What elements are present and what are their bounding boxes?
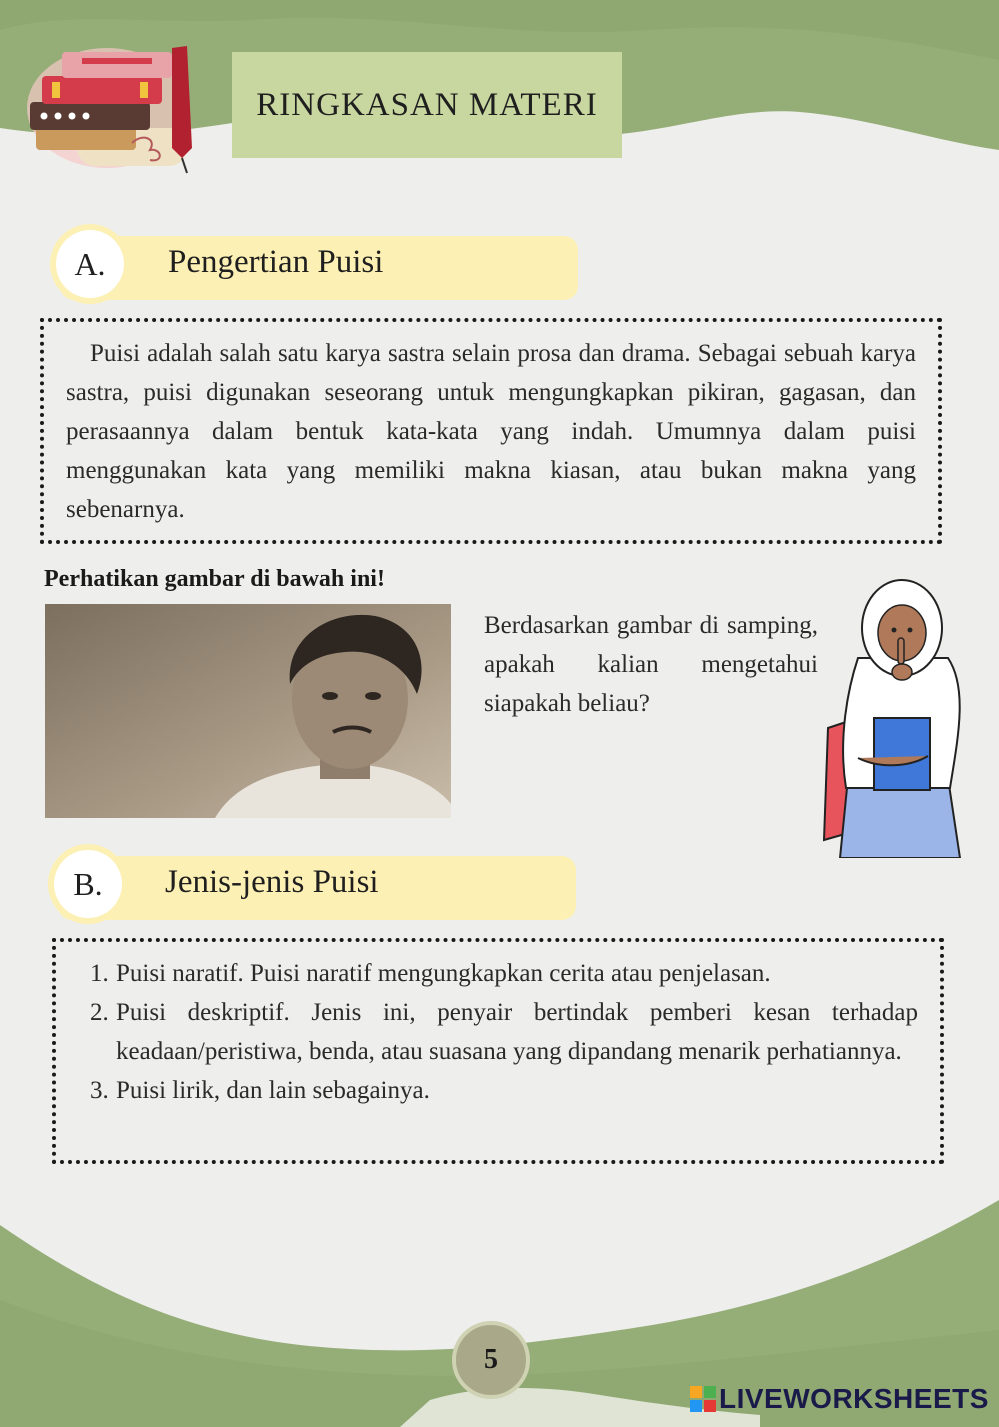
list-item [90, 954, 918, 993]
section-b-title: Jenis-jenis Puisi [165, 864, 379, 900]
section-b-badge [48, 844, 128, 924]
list-item-number: 1. [90, 960, 109, 987]
list-item-number: 2. [90, 999, 109, 1026]
section-a-badge [50, 224, 130, 304]
types-box [52, 938, 944, 1164]
poetry-types-list [90, 954, 918, 1110]
page-number: 5 [452, 1321, 530, 1399]
thinking-girl-icon [818, 578, 976, 858]
liveworksheets-brand-text: LIVEWORKSHEETS [719, 1383, 989, 1414]
books-icon [22, 38, 212, 178]
liveworksheets-logo-icon [690, 1386, 716, 1412]
list-item-number: 3. [90, 1077, 109, 1104]
list-item-text: Puisi naratif. Puisi naratif mengungkapkan cerita atau penjelasan. [116, 960, 771, 987]
observe-question: Berdasarkan gambar di samping, apakah kalian mengetahui siapakah beliau? [484, 612, 818, 717]
list-item-text: Puisi deskriptif. Jenis ini, penyair bertindak pemberi kesan terhadap keadaan/peristiwa, benda, atau suasana yang dipandang menarik perhatiannya. [116, 999, 918, 1065]
observe-instruction: Perhatikan gambar di bawah ini! [44, 566, 385, 592]
list-item [90, 1071, 918, 1110]
section-a-letter: A. [56, 230, 124, 298]
portrait-photo [45, 604, 451, 818]
definition-box [40, 318, 942, 544]
definition-paragraph: Puisi adalah salah satu karya sastra selain prosa dan drama. Sebagai sebuah karya sastra, puisi digunakan seseorang untuk mengungkapkan pikiran, gagasan, dan perasaannya dalam bentuk kata-kata yang indah. Umumnya dalam puisi menggunakan kata yang memiliki makna kiasan, atau bukan makna yang sebenarnya. [66, 340, 916, 523]
list-item-text: Puisi lirik, dan lain sebagainya. [116, 1077, 430, 1104]
list-item [90, 993, 918, 1071]
liveworksheets-brand[interactable] [690, 1383, 989, 1415]
section-b-letter: B. [54, 850, 122, 918]
page-title: RINGKASAN MATERI [232, 52, 622, 158]
section-a-title: Pengertian Puisi [168, 244, 384, 280]
